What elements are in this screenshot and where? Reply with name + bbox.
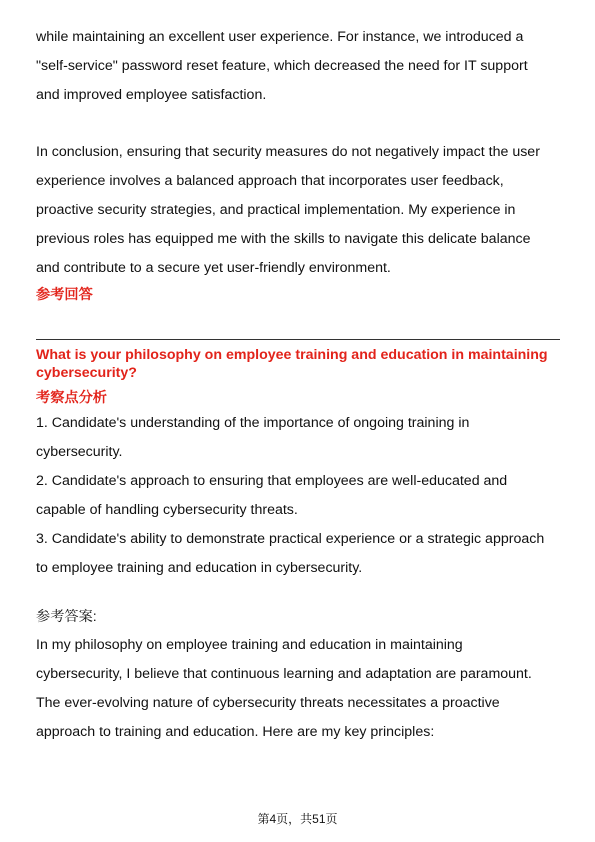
answer-paragraph <box>36 631 562 747</box>
text-line: capable of handling cybersecurity threats. <box>36 502 298 518</box>
page-indicator: 第4页，共51页 <box>257 812 338 826</box>
analysis-point <box>36 409 562 467</box>
spacer <box>36 110 562 138</box>
page-footer <box>0 810 595 827</box>
page-content <box>36 23 562 747</box>
section-divider <box>36 339 560 340</box>
text-line: cybersecurity. <box>36 444 123 460</box>
text-line: and improved employee satisfaction. <box>36 87 267 103</box>
text-line: cybersecurity, I believe that continuous learning and adaptation are paramount. <box>36 666 532 682</box>
analysis-point <box>36 467 562 525</box>
text-line: previous roles has equipped me with the skills to navigate this delicate balance <box>36 231 531 247</box>
analysis-point <box>36 525 562 583</box>
reference-answer-link[interactable]: 参考回答 <box>36 287 93 303</box>
analysis-label: 考察点分析 <box>36 390 107 406</box>
conclusion-paragraph <box>36 138 562 283</box>
intro-paragraph <box>36 23 562 110</box>
text-line: The ever-evolving nature of cybersecurity threats necessitates a proactive <box>36 695 500 711</box>
text-line: In my philosophy on employee training and education in maintaining <box>36 637 463 653</box>
text-line: 3. Candidate's ability to demonstrate practical experience or a strategic approach <box>36 531 545 547</box>
text-line: "self-service" password reset feature, which decreased the need for IT support <box>36 58 528 74</box>
analysis-points <box>36 409 562 583</box>
text-line: 1. Candidate's understanding of the importance of ongoing training in <box>36 415 470 431</box>
answer-label: 参考答案: <box>36 609 97 625</box>
text-line: to employee training and education in cybersecurity. <box>36 560 363 576</box>
question-heading <box>36 347 562 382</box>
text-line: experience involves a balanced approach that incorporates user feedback, <box>36 173 504 189</box>
text-line: and contribute to a secure yet user-friendly environment. <box>36 260 391 276</box>
question-line: What is your philosophy on employee training and education in maintaining <box>36 347 548 363</box>
text-line: approach to training and education. Here are my key principles: <box>36 724 435 740</box>
text-line: 2. Candidate's approach to ensuring that employees are well-educated and <box>36 473 508 489</box>
text-line: proactive security strategies, and practical implementation. My experience in <box>36 202 516 218</box>
spacer <box>36 583 562 606</box>
text-line: while maintaining an excellent user experience. For instance, we introduced a <box>36 29 524 45</box>
question-line: cybersecurity? <box>36 364 137 381</box>
text-line: In conclusion, ensuring that security measures do not negatively impact the user <box>36 144 540 160</box>
